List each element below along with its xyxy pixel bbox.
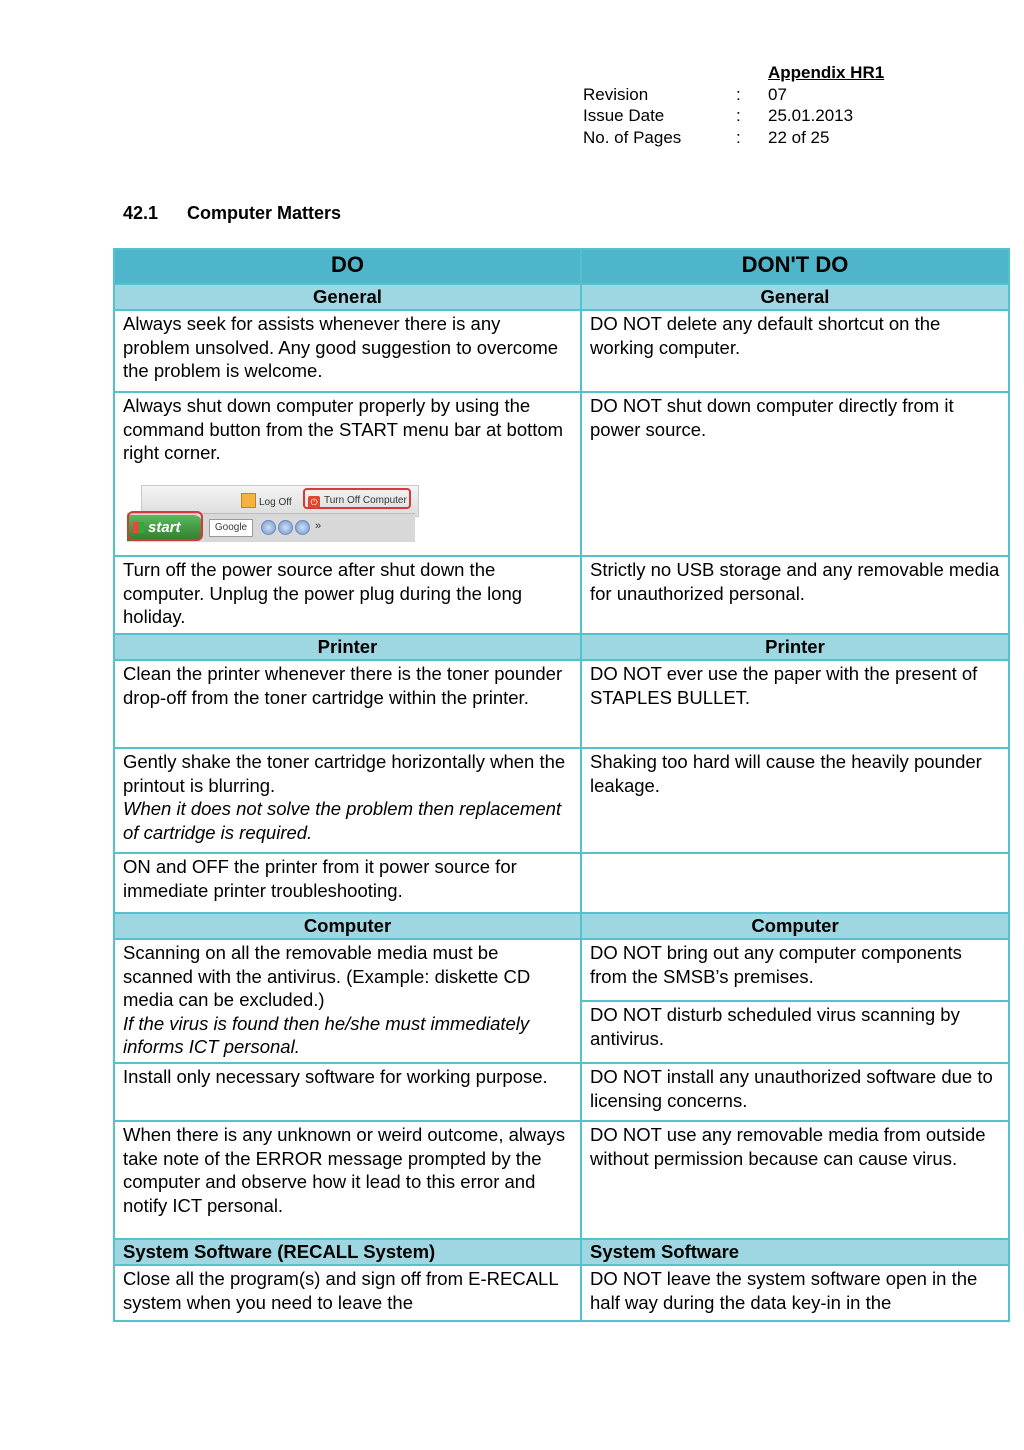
section-heading [123,203,341,224]
category-label: Printer [581,634,1009,660]
table-header-row [114,249,1009,284]
dont-text: DO NOT disturb scheduled virus scanning by antivirus. [582,1000,1008,1053]
chevron-right-icon: » [315,519,322,532]
category-label: General [581,284,1009,310]
do-cell: Clean the printer whenever there is the toner pounder drop-off from the toner cartridge within the printer. [114,660,581,748]
category-row-computer [114,913,1009,939]
ie-icon [261,520,276,535]
do-cell: ON and OFF the printer from it power source for immediate printer troubleshooting. [114,853,581,913]
start-highlight [127,511,203,541]
header-value: 22 of 25 [768,128,830,147]
dont-heading: DON'T DO [581,249,1009,284]
do-heading: DO [114,249,581,284]
do-text: Scanning on all the removable media must be scanned with the antivirus. (Example: diskette CD media can be excluded.) [123,942,531,1011]
turn-off-item: ⏻ Turn Off Computer [303,488,411,509]
header-sep: : [736,128,741,147]
power-icon: ⏻ [308,496,320,508]
log-off-item: Log Off [241,491,292,515]
table-row [114,392,1009,556]
do-note: If the virus is found then he/she must immediately informs ICT personal. [123,1012,530,1058]
do-cell: Turn off the power source after shut down the computer. Unplug the power plug during the long holiday. [114,556,581,634]
section-title: Computer Matters [187,203,342,223]
header-label: No. of Pages [583,128,682,147]
dont-text: DO NOT bring out any computer components from the SMSB’s premises. [590,942,962,987]
quicklaunch-icon [295,520,310,535]
dont-cell: DO NOT ever use the paper with the present of STAPLES BULLET. [581,660,1009,748]
section-number: 42.1 [123,203,159,223]
table-row [114,748,1009,853]
category-label: System Software [581,1239,1009,1265]
header-label: Issue Date [583,106,665,125]
do-cell [114,939,581,1063]
do-cell: Install only necessary software for working purpose. [114,1063,581,1121]
quicklaunch-icon [278,520,293,535]
dont-cell [581,853,1009,913]
dont-cell: DO NOT install any unauthorized software due to licensing concerns. [581,1063,1009,1121]
category-label: Computer [114,913,581,939]
dont-cell: DO NOT use any removable media from outside without permission because can cause virus. [581,1121,1009,1239]
dont-cell [581,939,1009,1063]
category-row-printer [114,634,1009,660]
key-icon [241,493,256,508]
table-row [114,1121,1009,1239]
do-text: Always shut down computer properly by using the command button from the START menu bar at bottom right corner. [123,395,564,464]
category-label: General [114,284,581,310]
dont-cell: DO NOT delete any default shortcut on the working computer. [581,310,1009,392]
table-row [114,1063,1009,1121]
do-cell: When there is any unknown or weird outcome, always take note of the ERROR message prompted by the computer and observe how it lead to this error and notify ICT personal. [114,1121,581,1239]
table-row [114,939,1009,1063]
header-sep: : [736,106,741,125]
do-cell: Always seek for assists whenever there is any problem unsolved. Any good suggestion to overcome the problem is welcome. [114,310,581,392]
do-note: When it does not solve the problem then replacement of cartridge is required. [123,798,562,843]
header-label: Revision [583,85,649,104]
table-row [114,310,1009,392]
category-label: Printer [114,634,581,660]
category-label: Computer [581,913,1009,939]
do-cell [114,748,581,853]
dont-cell: Strictly no USB storage and any removable media for unauthorized personal. [581,556,1009,634]
do-cell: Close all the program(s) and sign off from E-RECALL system when you need to leave the [114,1265,581,1321]
dont-cell: DO NOT leave the system software open in the half way during the data key-in in the [581,1265,1009,1321]
category-row-general [114,284,1009,310]
start-button: start [127,515,203,541]
google-toolbar: Google [209,519,253,537]
header-value: 07 [768,85,787,104]
category-row-system-software [114,1239,1009,1265]
header-sep: : [736,85,741,104]
dont-cell: DO NOT shut down computer directly from it power source. [581,392,1009,556]
category-label: System Software (RECALL System) [114,1239,581,1265]
appendix-label: Appendix HR1 [768,63,885,82]
table-row [114,1265,1009,1321]
do-dont-table [113,248,1010,1322]
table-row [114,556,1009,634]
header-value: 25.01.2013 [768,106,854,125]
do-text: Gently shake the toner cartridge horizontally when the printout is blurring. [123,751,566,796]
table-row [114,660,1009,748]
table-row [114,853,1009,913]
start-menu-screenshot [127,485,415,541]
dont-cell: Shaking too hard will cause the heavily pounder leakage. [581,748,1009,853]
do-cell [114,392,581,556]
